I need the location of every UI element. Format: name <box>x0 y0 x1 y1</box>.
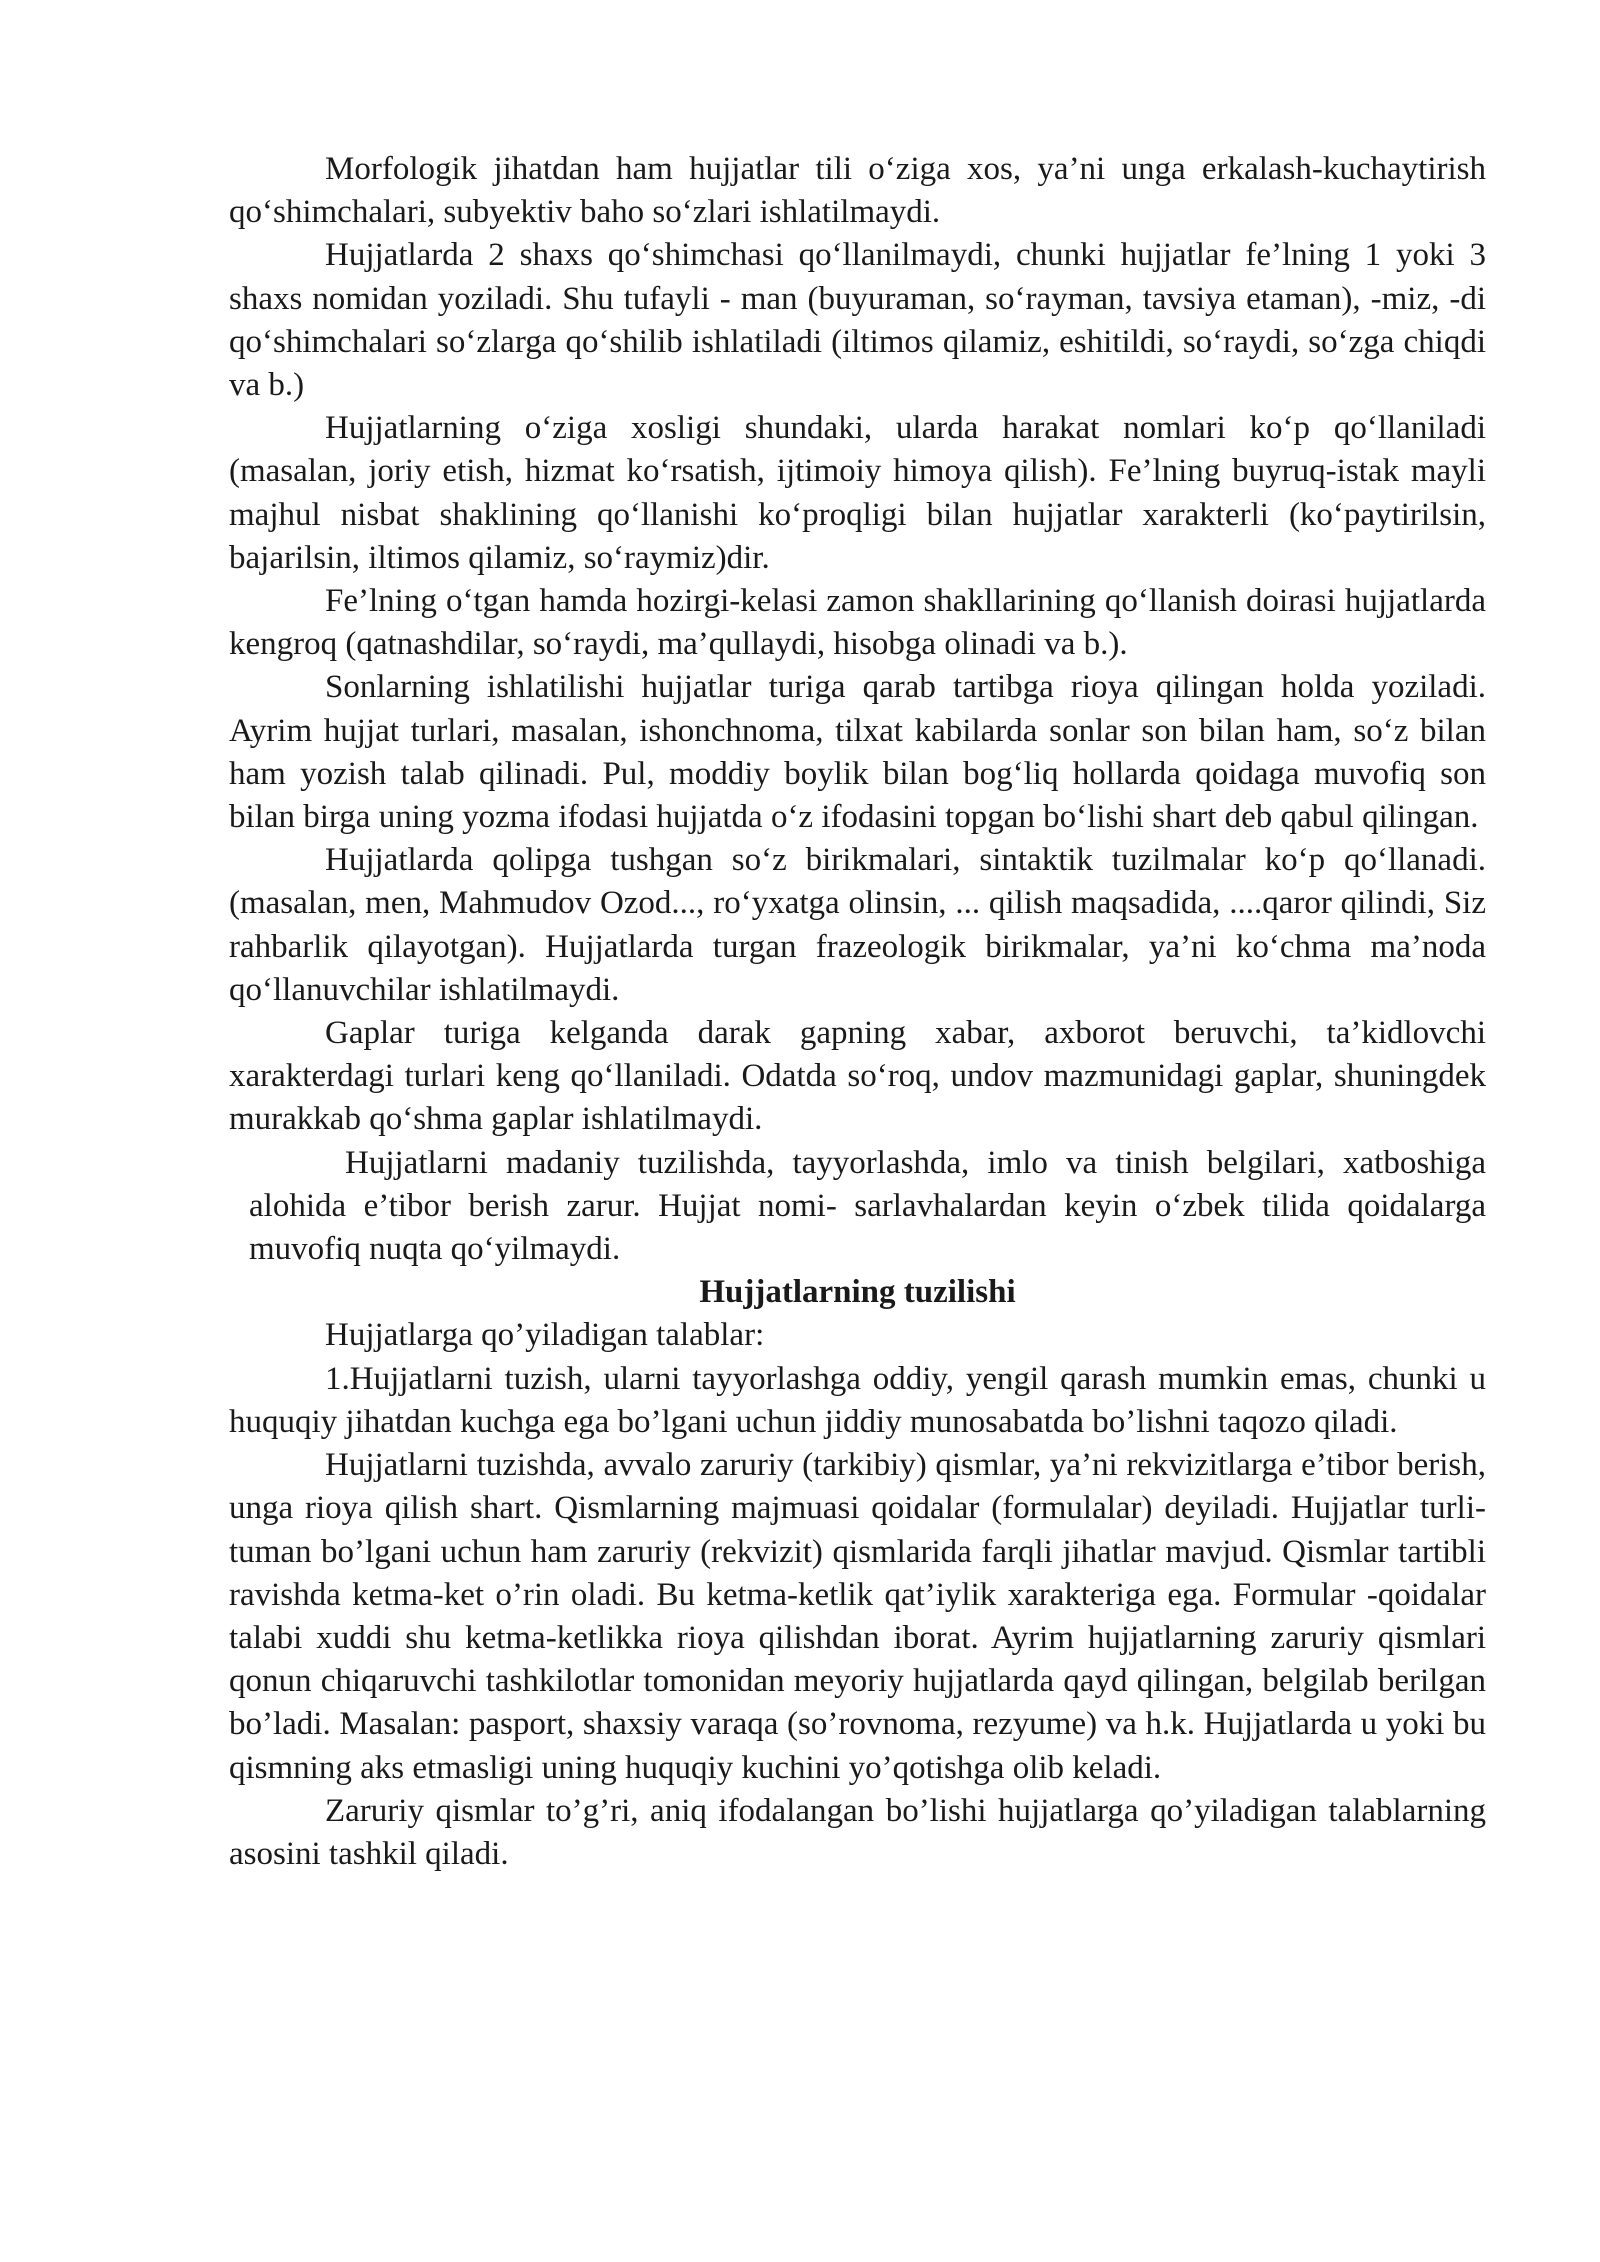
paragraph-set-phrases: Hujjatlarda qolipga tushgan so‘z birikmalari, sintaktik tuzilmalar ko‘p qo‘llanadi. (masalan, men, Mahmudov Ozod..., ro‘yxatga olinsin, ... qilish maqsadida, ....qaror qilindi, Siz rahbarlik qilayotgan). Hujjatlarda turgan frazeologik birikmalar, ya’ni ko‘chma ma’noda qo‘llanuvchilar ishlatilmaydi. <box>229 842 1486 1008</box>
paragraph-requisites: Hujjatlarni tuzishda, avvalo zaruriy (tarkibiy) qismlar, ya’ni rekvizitlarga e’tibor berish, unga rioya qilish shart. Qismlarning majmuasi qoidalar (formulalar) deyiladi. Hujjatlar turli-tuman bo’lgani uchun ham zaruriy (rekvizit) qismlarida farqli jihatlar mavjud. Qismlar tartibli ravishda ketma-ket o’rin oladi. Bu ketma-ketlik qat’iylik xarakteriga ega. Formular -qoidalar talabi xuddi shu ketma-ketlikka rioya qilishdan iborat. Ayrim hujjatlarning zaruriy qismlari qonun chiqaruvchi tashkilotlar tomonidan meyoriy hujjatlarda qayd qilingan, belgilab berilgan bo’ladi. Masalan: pasport, shaxsiy varaqa (so’rovnoma, rezyume) va h.k. Hujjatlarda u yoki bu qismning aks etmasligi uning huquqiy kuchini yo’qotishga olib keladi. <box>229 1447 1486 1786</box>
paragraph-verbal-nouns: Hujjatlarning o‘ziga xosligi shundaki, ularda harakat nomlari ko‘p qo‘llaniladi (masalan, joriy etish, hizmat ko‘rsatish, ijtimoiy himoya qilish). Fe’lning buyruq-istak mayli majhul nisbat shaklining qo‘llanishi ko‘proqligi bilan hujjatlar xarakterli (ko‘paytirilsin, bajarilsin, iltimos qilamiz, so‘raymiz)dir. <box>229 410 1486 576</box>
paragraph-requirement-1: 1.Hujjatlarni tuzish, ularni tayyorlashga oddiy, yengil qarash mumkin emas, chunki u huquqiy jihatdan kuchga ega bo’lgani uchun jiddiy munosabatda bo’lishni taqozo qiladi. <box>229 1360 1486 1440</box>
paragraph-requirements-intro: Hujjatlarga qo’yiladigan talablar: <box>325 1317 765 1354</box>
paragraph-punctuation: Hujjatlarni madaniy tuzilishda, tayyorlashda, imlo va tinish belgilari, xatboshiga alohida e’tibor berish zarur. Hujjat nomi- sarlavhalardan keyin o‘zbek tilida qoidalarga muvofiq nuqta qo‘yilmaydi. <box>249 1144 1486 1268</box>
document-page <box>229 148 1486 1876</box>
paragraph-tense-forms: Fe’lning o‘tgan hamda hozirgi-kelasi zamon shakllarining qo‘llanish doirasi hujjatlarda kengroq (qatnashdilar, so‘raydi, ma’qullaydi, hisobga olinadi va b.). <box>229 583 1486 663</box>
paragraph-sentence-types: Gaplar turiga kelganda darak gapning xabar, axborot beruvchi, ta’kidlovchi xarakterdagi turlari keng qo‘llaniladi. Odatda so‘roq, undov mazmunidagi gaplar, shuningdek murakkab qo‘shma gaplar ishlatilmaydi. <box>229 1015 1486 1138</box>
paragraph-conclusion: Zaruriy qismlar to’g’ri, aniq ifodalangan bo’lishi hujjatlarga qo’yiladigan talablarning asosini tashkil qiladi. <box>229 1792 1486 1872</box>
section-heading: Hujjatlarning tuzilishi <box>699 1274 1016 1311</box>
paragraph-person-suffixes: Hujjatlarda 2 shaxs qo‘shimchasi qo‘llanilmaydi, chunki hujjatlar fe’lning 1 yoki 3 shaxs nomidan yoziladi. Shu tufayli - man (buyuraman, so‘rayman, tavsiya etaman), -miz, -di qo‘shimchalari so‘zlarga qo‘shilib ishlatiladi (iltimos qilamiz, eshitildi, so‘raydi, so‘zga chiqdi va b.) <box>229 237 1486 404</box>
paragraph-morphology: Morfologik jihatdan ham hujjatlar tili o‘ziga xos, ya’ni unga erkalash-kuchaytirish qo‘shimchalari, subyektiv baho so‘zlari ishlatilmaydi. <box>229 151 1486 231</box>
paragraph-numbers: Sonlarning ishlatilishi hujjatlar turiga qarab tartibga rioya qilingan holda yoziladi. Ayrim hujjat turlari, masalan, ishonchnoma, tilxat kabilarda sonlar son bilan ham, so‘z bilan ham yozish talab qilinadi. Pul, moddiy boylik bilan bog‘liq hollarda qoidaga muvofiq son bilan birga uning yozma ifodasi hujjatda o‘z ifodasini topgan bo‘lishi shart deb qabul qilingan. <box>229 669 1486 836</box>
